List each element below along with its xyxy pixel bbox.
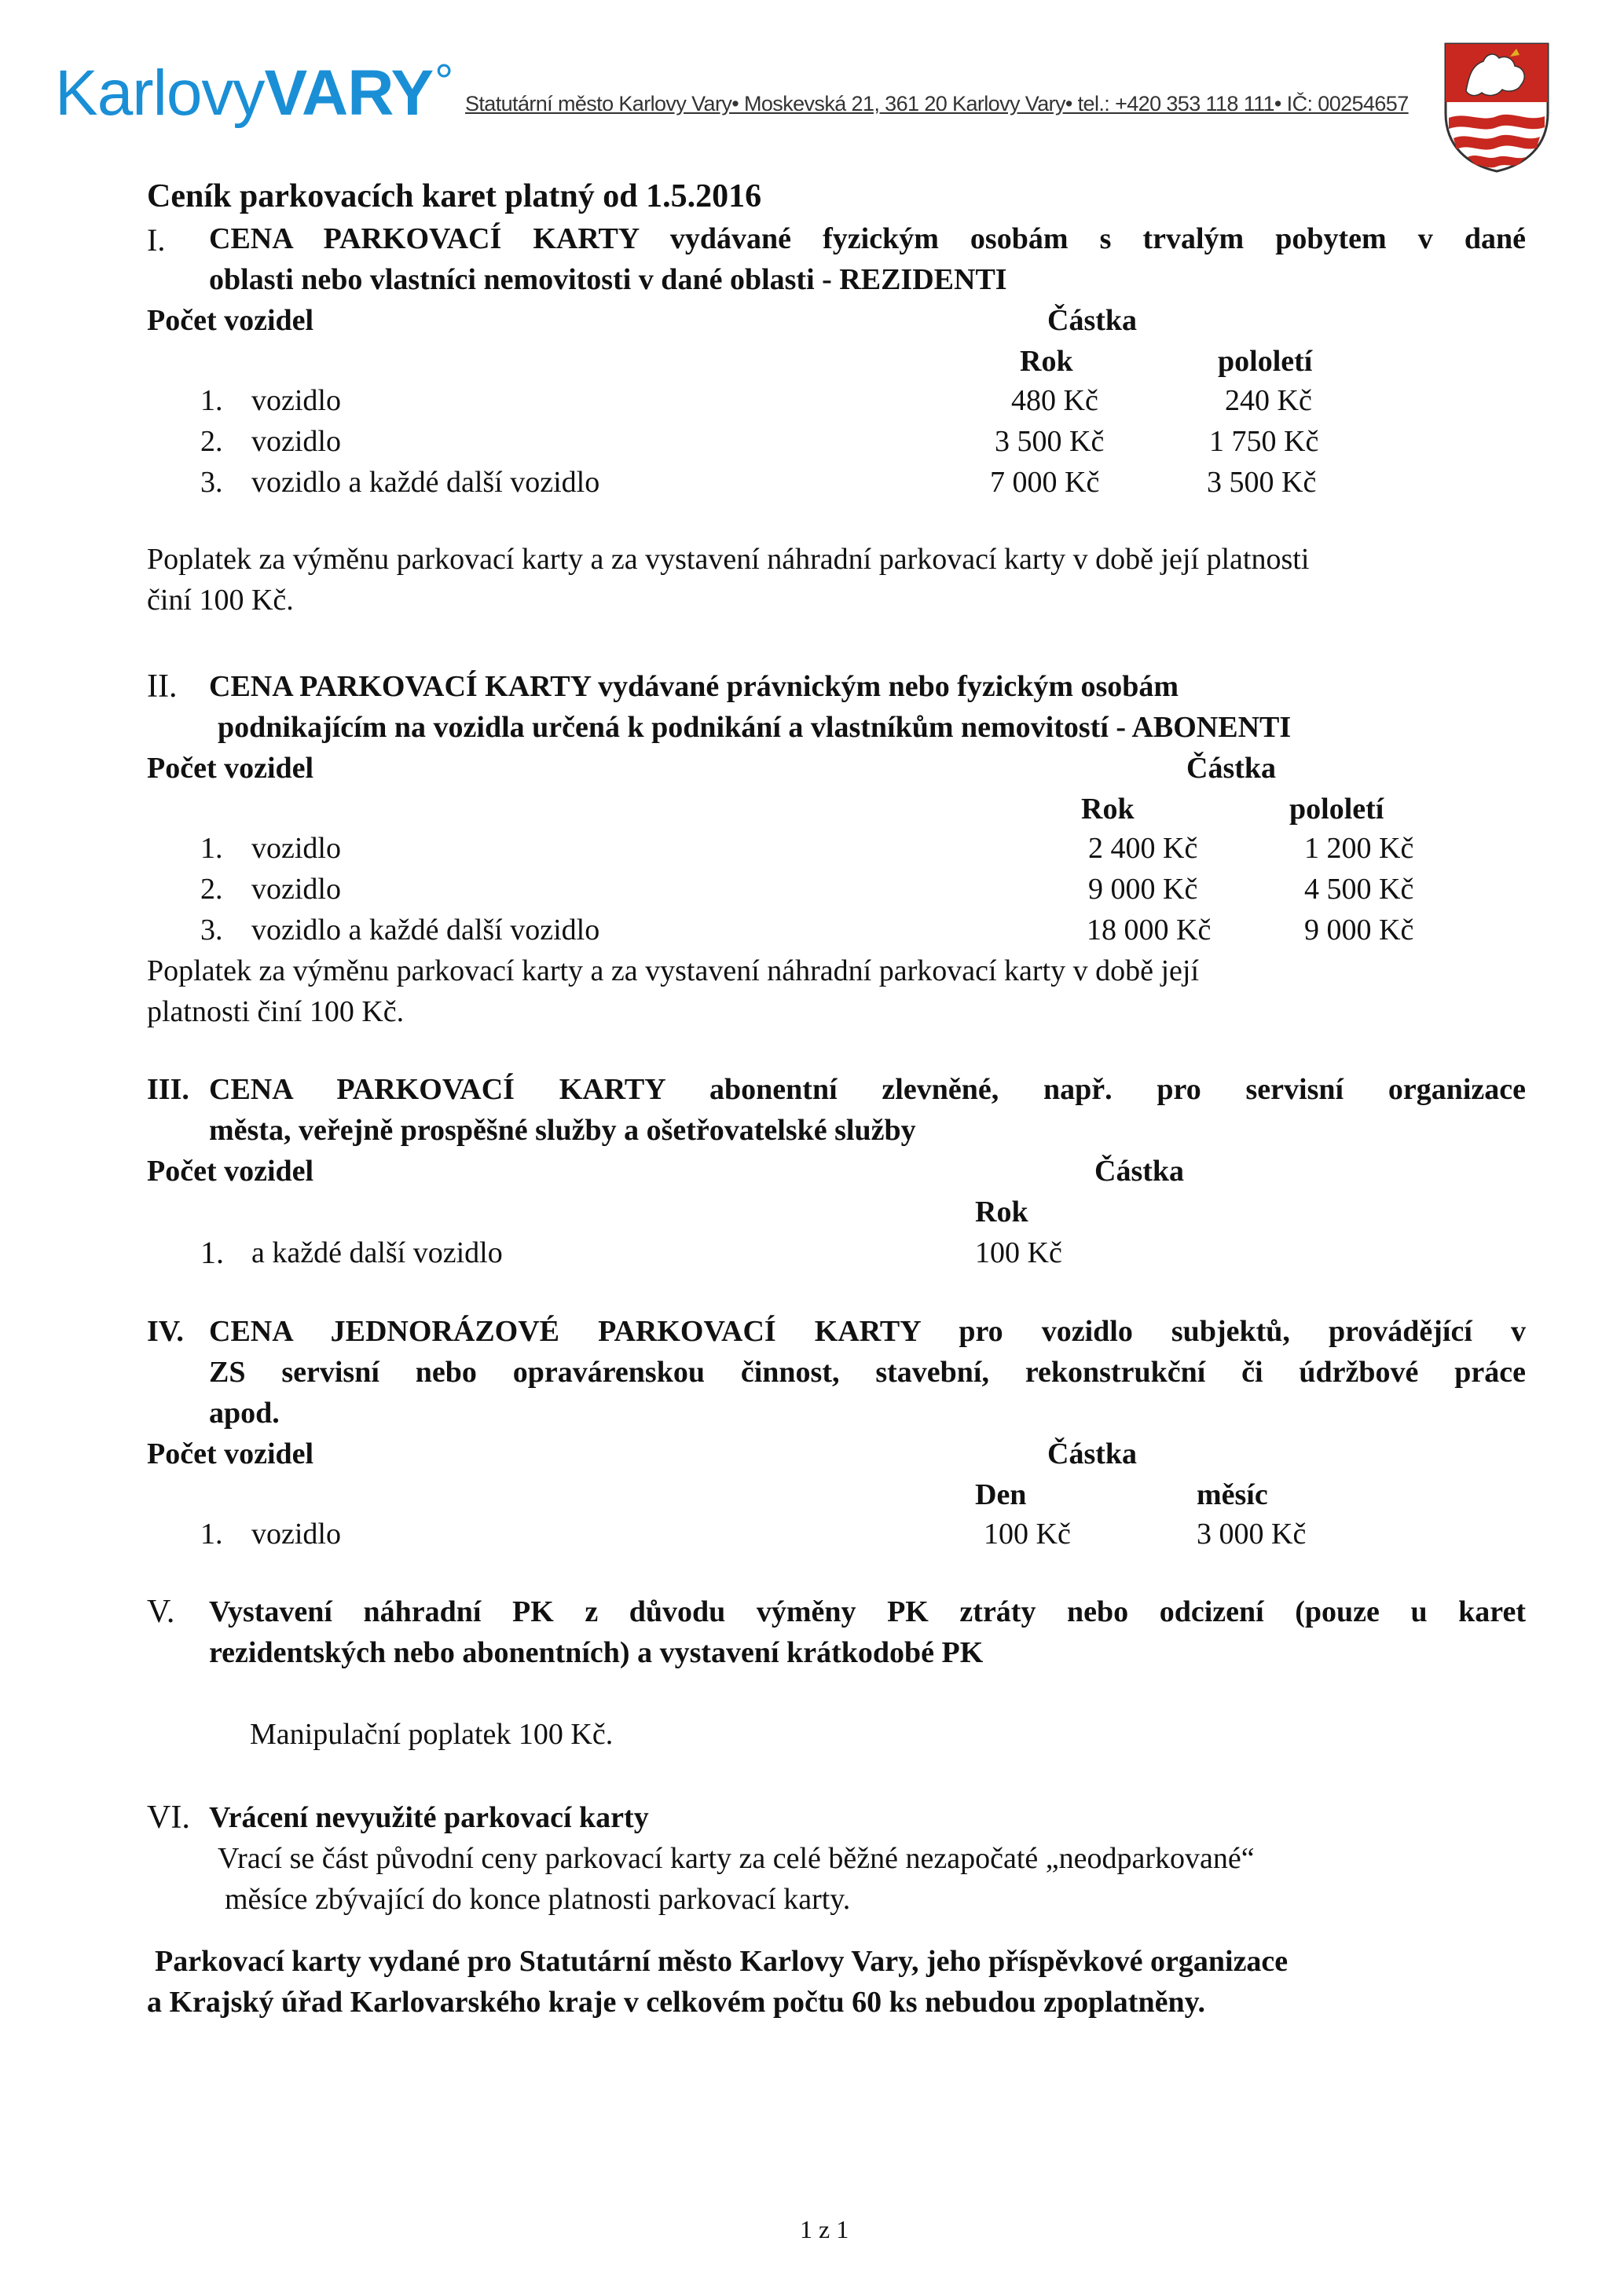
table-row-label: vozidlo a každé další vozidlo xyxy=(251,914,600,947)
coat-of-arms-icon xyxy=(1443,41,1551,173)
page-title: Ceník parkovacích karet platný od 1.5.2016 xyxy=(147,178,762,214)
section-4-amount-label: Částka xyxy=(1047,1437,1138,1470)
closing-note-line2: a Krajský úřad Karlovarského kraje v celkovém počtu 60 ks nebudou zpoplatněny. xyxy=(147,1986,1205,2019)
table-row-number: 1. xyxy=(200,832,223,865)
table-row-month-price: 3 000 Kč xyxy=(1197,1518,1307,1551)
section-3-col-year: Rok xyxy=(975,1196,1028,1229)
section-4-heading-line2: ZS servisní nebo opravárenskou činnost, stavební, rekonstrukční či údržbové práce xyxy=(209,1356,1526,1389)
section-1-amount-label: Částka xyxy=(1047,304,1138,337)
section-6-text-line1: Vrací se část původní ceny parkovací karty za celé běžné nezapočaté „neodparkované“ xyxy=(218,1842,1255,1875)
section-4-col-day: Den xyxy=(975,1478,1027,1511)
section-3-count-label: Počet vozidel xyxy=(147,1155,314,1188)
table-row-year-price: 3 500 Kč xyxy=(995,425,1105,458)
section-1-col-year: Rok xyxy=(1020,345,1073,378)
table-row-label: vozidlo xyxy=(251,832,341,865)
section-2-amount-label: Částka xyxy=(1186,752,1277,785)
table-row-number: 3. xyxy=(200,914,223,947)
section-2-col-year: Rok xyxy=(1081,793,1135,826)
section-3-number: III. xyxy=(147,1073,189,1106)
section-6-number: VI. xyxy=(147,1800,190,1836)
section-1-count-label: Počet vozidel xyxy=(147,304,314,337)
section-2-heading-line2: podnikajícím na vozidla určená k podnikání a vlastníkům nemovitostí - ABONENTI xyxy=(218,711,1292,744)
table-row-halfyear-price: 1 750 Kč xyxy=(1209,425,1319,458)
logo-text-vary: VARY xyxy=(264,57,434,129)
section-4-number: IV. xyxy=(147,1315,184,1348)
table-row-number: 3. xyxy=(200,466,223,499)
section-1-fee-note-line2: činí 100 Kč. xyxy=(147,584,294,617)
logo-text-karlovy: Karlovy xyxy=(55,57,265,129)
table-row-number: 2. xyxy=(200,425,223,458)
table-row-halfyear-price: 1 200 Kč xyxy=(1304,832,1414,865)
section-6-text-line2: měsíce zbývající do konce platnosti parkovací karty. xyxy=(225,1883,851,1916)
section-3-amount-label: Částka xyxy=(1094,1155,1185,1188)
section-2-fee-note-line1: Poplatek za výměnu parkovací karty a za vystavení náhradní parkovací karty v době její xyxy=(147,954,1199,987)
closing-note-line1: Parkovací karty vydané pro Statutární město Karlovy Vary, jeho příspěvkové organizace xyxy=(155,1945,1289,1978)
section-5-number: V. xyxy=(147,1594,175,1630)
city-logo xyxy=(55,55,453,129)
section-2-number: II. xyxy=(147,668,178,705)
table-row-halfyear-price: 3 500 Kč xyxy=(1207,466,1317,499)
section-4-heading-line1: CENA JEDNORÁZOVÉ PARKOVACÍ KARTY pro vozidlo subjektů, provádějící v xyxy=(209,1315,1526,1348)
table-row-label: vozidlo xyxy=(251,873,341,906)
section-5-fee-note: Manipulační poplatek 100 Kč. xyxy=(250,1718,614,1751)
table-row-label: vozidlo xyxy=(251,1518,341,1551)
section-2-count-label: Počet vozidel xyxy=(147,752,314,785)
table-row-year-price: 480 Kč xyxy=(1011,384,1098,417)
table-row-label: vozidlo xyxy=(251,384,341,417)
section-1-heading-line2: oblasti nebo vlastníci nemovitosti v dané oblasti - REZIDENTI xyxy=(209,263,1007,296)
table-row-year-price: 9 000 Kč xyxy=(1088,873,1198,906)
table-row-halfyear-price: 240 Kč xyxy=(1225,384,1312,417)
logo-mark: ° xyxy=(434,55,453,108)
table-row-label: a každé další vozidlo xyxy=(251,1236,503,1269)
table-row-number: 1. xyxy=(200,1518,223,1551)
section-4-heading-line3: apod. xyxy=(209,1397,280,1430)
table-row-number: 1. xyxy=(200,1235,224,1270)
section-2-col-halfyear: pololetí xyxy=(1289,793,1384,826)
section-5-heading-line1: Vystavení náhradní PK z důvodu výměny PK ztráty nebo odcizení (pouze u karet xyxy=(209,1595,1526,1628)
table-row-day-price: 100 Kč xyxy=(984,1518,1071,1551)
table-row-number: 1. xyxy=(200,384,223,417)
table-row-year-price: 2 400 Kč xyxy=(1088,832,1198,865)
section-3-heading-line1: CENA PARKOVACÍ KARTY abonentní zlevněné, např. pro servisní organizace xyxy=(209,1073,1526,1106)
section-2-fee-note-line2: platnosti činí 100 Kč. xyxy=(147,995,405,1028)
table-row-year-price: 7 000 Kč xyxy=(990,466,1100,499)
section-1-heading-line1: CENA PARKOVACÍ KARTY vydávané fyzickým osobám s trvalým pobytem v dané xyxy=(209,222,1526,255)
section-6-heading: Vrácení nevyužité parkovací karty xyxy=(209,1801,649,1834)
section-5-heading-line2: rezidentských nebo abonentních) a vystavení krátkodobé PK xyxy=(209,1636,984,1669)
table-row-halfyear-price: 9 000 Kč xyxy=(1304,914,1414,947)
section-4-count-label: Počet vozidel xyxy=(147,1437,314,1470)
section-1-number: I. xyxy=(147,222,166,258)
table-row-label: vozidlo xyxy=(251,425,341,458)
table-row-halfyear-price: 4 500 Kč xyxy=(1304,873,1414,906)
section-1-col-halfyear: pololetí xyxy=(1218,345,1313,378)
section-1-fee-note-line1: Poplatek za výměnu parkovací karty a za vystavení náhradní parkovací karty v době její platnosti xyxy=(147,543,1310,576)
table-row-label: vozidlo a každé další vozidlo xyxy=(251,466,600,499)
page-number: 1 z 1 xyxy=(800,2215,849,2243)
section-3-heading-line2: města, veřejně prospěšné služby a ošetřovatelské služby xyxy=(209,1114,916,1147)
table-row-year-price: 18 000 Kč xyxy=(1087,914,1212,947)
city-address: Statutární město Karlovy Vary• Moskevská 21, 361 20 Karlovy Vary• tel.: +420 353 118 111• IČ: 00254657 xyxy=(465,92,1409,115)
section-4-col-month: měsíc xyxy=(1197,1478,1268,1511)
section-2-heading-line1: CENA PARKOVACÍ KARTY vydávané právnickým nebo fyzickým osobám xyxy=(209,670,1179,703)
table-row-number: 2. xyxy=(200,873,223,906)
table-row-year-price: 100 Kč xyxy=(975,1236,1062,1269)
